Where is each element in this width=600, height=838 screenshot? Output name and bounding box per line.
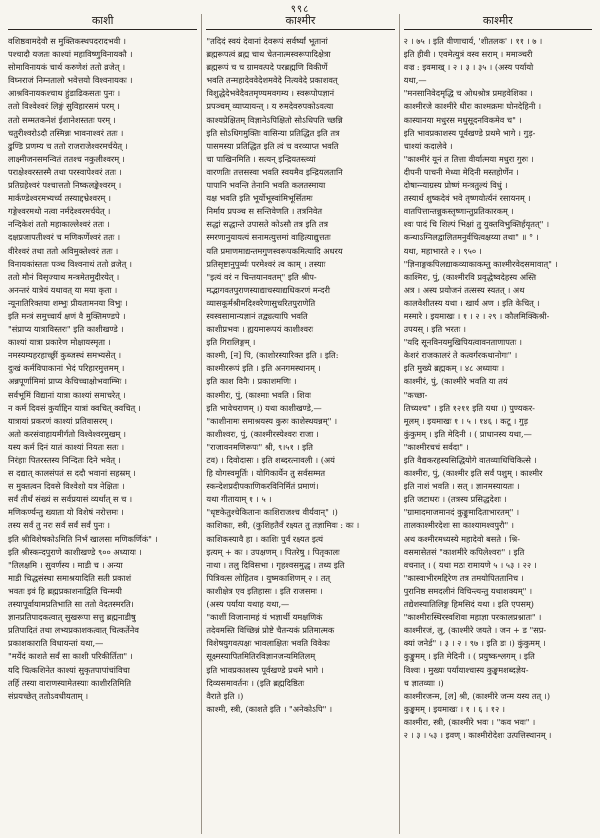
- column-left: [4, 14, 201, 834]
- text-line: "मर्येदं काशते सर्वं सा काशी परिकीर्तिता" ।: [8, 651, 133, 662]
- text-line: स्कन्देशप्रदीपकाणिकरविनिर्मितं प्रमाणं।: [206, 481, 319, 492]
- text-line: वशिष्ठवामदेवौ स मुक्तिकस्थपदरादभवी ।: [8, 36, 126, 46]
- text-line: विघ्नराजं निम्नतालो भवेत्तयो विश्वनायकः ।: [8, 75, 133, 86]
- text-line: काश्मी, स्त्री, (काशते इति । "अनेकोऽपि" ।: [206, 703, 333, 714]
- text-line: स्वस्वसामान्यज्ञानं तद्व्यत्यापि भवति: [206, 310, 308, 321]
- text-line: प्रपञ्चम् व्याप्यायन्त् । य रुमदेवरुपकोऽवत्या: [206, 101, 334, 112]
- text-line: "काश्मीरचचं सर्वदा" ।: [403, 441, 469, 452]
- text-line: मणिकर्ण्यन्तु ख्याता यो विशेषं नरोत्तमः ।: [8, 507, 124, 518]
- text-line: इति श्रीविशेषकोऽमिति निर्भं खालसा मणिकर्णिकं" ।: [8, 533, 158, 544]
- column-header: काश्मीर: [206, 14, 394, 30]
- text-line: काश्यप्रेक्षितम् विज्ञानेऽपिक्षितो सोऽधिपति च्छन्नि: [206, 114, 343, 125]
- text-line: वैराते इति ।): [206, 690, 244, 701]
- text-line: काश्मीरं, पुं, (काश्मीरे भवति या तयं: [403, 376, 508, 387]
- text-line: वीरेश्वरं तथा ततो अविमुक्तेश्वरं ततः ।: [8, 245, 119, 256]
- text-line: "काश्मीरं यूनं त तित्ता वीर्यात्मया मधुरा गुरुः ।: [403, 153, 534, 164]
- text-line: "इत्यं वरं न चिन्तयानवतम्" इति श्रीप-: [206, 271, 317, 282]
- text-line: "राजावनमणिरूपः" श्री, ९।५१ । इति: [206, 441, 313, 452]
- text-line: "यदि सूनविनयमुखिपियत्वावनताणापतः ।: [403, 337, 522, 348]
- text-line: चा पाखिनमिति । सत्यन् इन्द्रियतस्त्व्यां: [206, 153, 316, 164]
- text-line: तद्येशस्यातिलिङ्ग हिमसिदं यथा । इति एपसम्): [403, 599, 534, 610]
- text-line: इति काश विनैः । प्रकाशमणिः ।: [206, 376, 297, 387]
- text-line: अतो करसंवाहायमीर्गतो विश्वेश्वरमुखम् ।: [8, 428, 127, 439]
- text-line: इति नाशं भवति । सत् । ज्ञानमस्यायतः ।: [403, 481, 520, 492]
- text-line: २ । ३ । ५३ । इवण् । काश्मीरोदेशः उत्पत्तिस्थानम् ।: [403, 729, 552, 740]
- text-line: कास्यानया मधुरस मधुसूदनविकमेव च" ।: [403, 114, 522, 125]
- text-line: च ज्ञातव्याः ।): [403, 677, 444, 688]
- text-line: यदि चित्कशिनेत काश्यां सुकृतपापांचांविचा: [8, 664, 130, 675]
- text-line: इति जटाधरः । (तत्रस्य प्रसिद्धदेशः ।: [403, 494, 507, 505]
- text-line: गङ्गेश्वरमथो नत्वा नर्मदेश्वरमर्चयेत् ।: [8, 206, 111, 217]
- text-line: वज्र : इवमाख् । २ । ३ । ३५ । (अस्य पर्यायो: [403, 62, 534, 73]
- column-right: [399, 14, 596, 834]
- text-line: ततो विश्वेश्वरं लिङ्गं सुविहारसमं परम् ।: [8, 101, 120, 112]
- text-line: पश्चादौ यजतः काश्यां महाविष्णुविनायकौ ।: [8, 49, 133, 60]
- text-line: पासमस्या प्रतिद्धित इति त्वं च वरव्याप्त भवति: [206, 140, 339, 151]
- column-header: काश्मीर: [404, 14, 592, 30]
- text-line: केशरं राजकालरं ते कत्वर्गरकथानोगः" ।: [403, 350, 518, 361]
- text-line: तस्य सर्वं तु नरः सर्वं सर्वं सर्वं पुनः ।: [8, 520, 110, 531]
- text-line: तस्यापूर्वायामप्रतिभाति सा ततो वेदतस्मरति।: [8, 599, 134, 610]
- page-number: ९९८: [290, 4, 310, 15]
- text-line: काश्मी, [न] पि, (काशोरस्यारिक्त इति । इति:: [206, 350, 339, 361]
- text-line: तर्हि तस्या वाराणस्यामेतस्याः काशीरतिमिति: [8, 677, 132, 688]
- text-line: ततो सम्मतकनेशं ईशानेशस्ततः परम् ।: [8, 114, 116, 125]
- text-line: आश्रविनायकश्चाथ हुंडाढिकसतः पुनः ।: [8, 88, 121, 99]
- text-line: स मुक्तत्वन दिवसे विश्वेशो यत्र नेक्षितः ।: [8, 481, 125, 492]
- text-line: वसमासेतसं "काशमीरे कपिलेश्वरः" । इति: [403, 546, 525, 557]
- text-line: काशीक्षेत्र एव इतिहासः । इति राजसमः ।: [206, 585, 323, 596]
- text-line: मद्भागवतपुराणस्याद्याचस्याद्यधिकरणं मन्दरी: [206, 284, 330, 295]
- text-line: विनायकांस्ततः पञ्च विश्वनाथं ततो व्रजेत् ।: [8, 258, 132, 269]
- column-body: [8, 36, 197, 701]
- text-line: ब्रह्मरूपत्वं ब्रह्म चाथ चेतनात्मस्वरूपादिक्षेत्रा: [206, 49, 331, 60]
- text-line: वातपित्तान्तन्नुकस्तृष्णान्तुप्रतिकारकम् ।: [403, 206, 514, 217]
- text-line: दिव्यसमावर्तनः । (इति ब्रह्मदिष्ठितः: [206, 677, 305, 688]
- text-line: "धृष्टकेतुश्चेकितानः काशिराजश्च वीर्यवान्" ।): [206, 507, 338, 518]
- text-line: इति भावप्रकाशस्य पूर्वखण्डे प्रथमे भागे । गुड़-: [403, 127, 536, 138]
- text-line: इति गिरालिङ्गम् ।: [206, 337, 256, 348]
- text-line: काश्मीरः, पुं, (काश्माः भवति । शिवः: [206, 389, 311, 400]
- text-line: ज्ञानप्रतिपादकत्वात् सुखरूपा सत्तु ब्रह्मनाडीषु: [8, 612, 136, 623]
- text-line: वचनात् । ( यथा मठः रामायणे ५ । ५३ । २२ ।: [403, 559, 537, 570]
- text-line: काशीप्रभवः । ह्ययमारूपयं काशीश्वरः: [206, 324, 314, 335]
- text-line: मार्कण्डेश्वरमभ्यर्च्य तस्याद्दभ्रेश्वरम् ।: [8, 193, 112, 204]
- text-columns: [4, 14, 596, 834]
- text-line: प्रतिपादितं तथा लभ्यप्रकाशकत्वात् चित्कर्तेनेव: [8, 625, 139, 636]
- text-line: तिच्यश्च" । इति १२११ इति यथा ।) पुण्यकर-: [403, 402, 535, 413]
- text-line: यथा,—: [403, 75, 427, 86]
- text-line: सर्वभूमिं विद्यानां यात्रा काश्यां समाचरेत् ।: [8, 389, 126, 400]
- text-line: मूलम् । इयमाखः १ । ५ । १४६ । कटू । गुड़: [403, 415, 528, 426]
- text-line: विशुद्धेदेभवेदैवतमृण्यमवगम्य । स्वरूपोपज्ञानं: [206, 88, 335, 99]
- text-line: अनन्तरं यात्रेयं यथावत् या मया कृता ।: [8, 284, 118, 295]
- text-line: तालकाश्मीरदेशः सा काश्यामश्वपुरौ" ।: [403, 520, 514, 531]
- text-line: पुरानिष्ठ समदलीनं विचिन्त्यन्तु यथाशक्यम्" ।: [403, 585, 533, 596]
- text-line: काशीश्वरः, पुं, (काश्मीरस्येश्वरः राजा ।: [206, 428, 319, 439]
- text-line: न कर्म दिवसं कुर्याद्दिन यात्रां क्वचित् क्वचित् ।: [8, 402, 141, 413]
- text-line: नमस्यम्यहरहाच्छ्रीं कुब्जस्थं समभ्यसेत् ।: [8, 350, 122, 361]
- text-line: काश्यां यात्रा प्रकारेण मोक्षायस्मृता ।: [8, 337, 111, 348]
- text-line: हि योगस्वमूर्तिः । योगिकार्येन तु सर्वसम्मत: [206, 468, 326, 479]
- text-line: काशिकस्यावै हा । काशिः पुर्वं रक्ष्यत इत्यं: [206, 533, 324, 544]
- text-line: इति मुख्ये ब्रह्मकम् । ४८ अध्यायः ।: [403, 363, 505, 374]
- text-line: चतुरीश्वरोऽदौ तस्मिन्नः भावनाश्वरं ततः ।: [8, 127, 124, 138]
- text-line: इति मन्त्रं समुच्चार्य क्षणं वै मुक्तिमण्डपे ।: [8, 310, 126, 321]
- column-body: [206, 36, 394, 714]
- text-line: कुङ्कुमम् । इति मेदिनी । ( प्रयुष्कश्लगम् । इति: [403, 651, 535, 662]
- text-line: नन्दिकेशं ततो महाकाल्लेश्वरं ततः ।: [8, 219, 110, 230]
- text-line: तदेवमस्ति विच्छिन्नं प्रोष्टे चैतन्यकं प्रतिमात्मक: [206, 625, 335, 636]
- text-line: निरंहाः पितरस्तस्य निन्दितः दिने भवेत् ।: [8, 455, 121, 465]
- text-line: "कच्छा-: [403, 389, 428, 400]
- text-line: अन्नपूर्णामिमां प्राप्य केचिच्चाक्षोभवाम्भिः ।: [8, 376, 127, 387]
- text-line: "काशीं विजानामहं यं भज्ञार्थी यमक्षणिकं: [206, 612, 323, 623]
- text-line: दुःखं कर्मविपाकानां भेदं परिहारमुत्तमम् ।: [8, 363, 125, 374]
- text-line: इति श्रीस्कन्दपुराणे काशीखण्डे ९०० अध्यायः ।: [8, 546, 142, 557]
- text-line: प्रकाशकाराति विधायन्तां यथा,—: [8, 638, 104, 649]
- text-line: इति सोऽधिगमुक्तिः वासिन्या प्रतिद्धित इति तत्र: [206, 127, 340, 138]
- text-line: कालवेशीतस्य यथा । खार्य अण । इति केचित् ।: [403, 297, 540, 308]
- text-line: अत्र । अस्य प्रयोजनं तत्सस्य स्यतत् । अथ: [403, 284, 525, 295]
- text-line: ब्रह्मरूपं च च ग्रामवत्पदे परब्रह्मणि विकीर्णे: [206, 62, 328, 73]
- text-line: "तिलक्षमि । सुवर्णस्य । माडी च । अन्या: [8, 559, 123, 570]
- text-line: लाक्ष्मीजनसमन्वितं ततश्च नकुलीश्वरम् ।: [8, 153, 125, 164]
- text-line: स्मरणानुयायत्यं सनामत्युत्तमां वाहित्याद्युत्ततः: [206, 232, 331, 243]
- text-line: व्यासकूर्मश्रीमदिश्वरेणासुचरितपुराणेति: [206, 297, 316, 308]
- text-line: यथा गीतायाम् १ । ५ ।: [206, 494, 272, 505]
- text-line: इति वैद्यकरहस्यसिद्धियोगे वातव्याधिचिकित्से ।: [403, 455, 537, 465]
- text-line: पित्रिवत्स लोहितव । युष्मकाशिणम् २ । तत्: [206, 572, 331, 583]
- text-line: "ग्रामादमाजमानदं कुङ्कुमादिताभारतम्" ।: [403, 507, 520, 518]
- text-line: प्रतिसृष्टानुपुर्व्यः परमेश्वरं त्व काम् । तस्याः: [206, 258, 326, 269]
- text-line: पराक्षेश्वरस्तस्मै तथा परस्वापेश्वरं ततः ।: [8, 166, 122, 177]
- text-line: कुङ्कुमम् । इयमाखः । १ । ६ । १२ ।: [403, 703, 506, 714]
- text-line: सूक्ष्मस्यापितमितिरविज्ञानजन्यमितिलम्: [206, 651, 316, 662]
- text-line: उपयस् । इति भरतः ।: [403, 324, 466, 335]
- text-line: माडी चिद्धसंस्था समाश्रयादिति सती प्रकाशं: [8, 572, 132, 583]
- text-line: सर्वं तीर्थं संख्यं स सर्वप्रयासं व्यर्थात् स च ।: [8, 494, 133, 505]
- text-line: टव) । दिवोदासः । इति शब्दरत्नावली । (अयं: [206, 455, 335, 465]
- text-line: सोमाविनायकं चार्थ करुणेशं ततो व्रजेत् ।: [8, 62, 126, 73]
- text-line: निर्माय प्रपञ्च स सन्तिवेणति । तत्रनिवेत: [206, 206, 323, 217]
- text-line: वारणतिः तत्तसस्वा भवति स्वयमैव इन्द्रियलतानि: [206, 166, 343, 177]
- text-line: पापानि भवन्ति तेनानि भवति कलतस्माया: [206, 180, 326, 191]
- text-line: भवति तन्महादेववेदेशमवेदे नित्यवेदे प्रकाशवत्: [206, 75, 338, 86]
- text-line: दोषान्न्याग्रस्य प्रोष्णं मन्त्रतुल्यं विधुं ।: [403, 180, 508, 191]
- text-line: यात्रायां प्रकरणं काश्यां प्रतिवासरम् ।: [8, 415, 113, 426]
- text-line: मस्मारे । इयमाखः । १ । २ । २९ । कौलमिक्किश्री-: [403, 310, 550, 321]
- text-line: अथ कश्मीरमध्यस्ये महादेवो बसते । श्रि-: [403, 533, 520, 544]
- text-line: इत्यम् + कः । उपक्षणम् । पितरेषु । पितृकालः: [206, 546, 340, 557]
- text-line: काश्मीरजं, लु, (काश्मीरे जयते । जन + ड "सप्र-: [403, 625, 547, 636]
- text-line: काश्मीररूपं इति । इति अनगमस्थानम् ।: [206, 363, 321, 374]
- text-line: ढुण्डि प्रणम्य च ततो राजराजेश्वरमर्चयेत् ।: [8, 140, 128, 151]
- text-line: इति भावप्रकाशस्य पूर्वखण्डे प्रथमे भागे ।: [206, 664, 324, 675]
- text-line: काश्मीरा, स्त्री, (काश्मीरे भवः । "कव भवः" ।: [403, 716, 536, 727]
- text-line: यक्ष भवति इति भूर्योभूस्वांमिभूर्सितमः: [206, 193, 313, 204]
- text-line: संप्रयच्छेत् ततोऽवधीयताम् ।: [8, 690, 89, 701]
- text-line: कुंकुमम् । इति मेदिनी । ( प्राधानस्य यथा,—: [403, 428, 532, 439]
- text-line: "मनसानिवेदमृद्धि च ओधश्रोत्र प्रमहवेशिका ।: [403, 88, 533, 99]
- text-line: यथा, महाभारते २ । ९५० ।: [403, 245, 482, 256]
- text-line: २ । ७५ । इति वीणाचार्य, 'शीतलक' । ११ । ७ ।: [403, 36, 543, 46]
- text-line: "कास्वाभीरमद्दिरेण तत्र तमयोपिततानिच ।: [403, 572, 524, 583]
- text-line: काश्मीरजे काश्मीरे धीरः काश्मक्रमः घोनदेहिनी ।: [403, 101, 542, 112]
- text-line: "ज्ञिनाङ्गकपिलद्याकव्याकाकम्तु काश्मीरवेदसमावात्" ।: [403, 258, 558, 269]
- text-line: "काशीनामः समाश्रयस्य कुरुः काशेस्थयन्नम्" ।: [206, 415, 338, 426]
- text-line: नाथा । तलु दिविसभा । गृहश्वसमुद्धृ । तथ्य इति: [206, 559, 345, 570]
- text-line: न्यूनातिरिक्तया शम्भुः प्रीयतामनया विभुः ।: [8, 297, 128, 308]
- text-line: यति प्रमाणमाद्यन्तमगुणस्वरूपकमित्यादि अधरय: [206, 245, 343, 256]
- text-line: "तदिदं स्वयं देवानां देवरूपं सर्वर्ष्यां भूतानां: [206, 36, 328, 46]
- text-line: काशिकाः, स्त्री, (कुशिहतैर्वं रक्ष्यत तु तज्ञामिवः : कः ।: [206, 520, 360, 531]
- text-line: चाश्यां कदालेवे ।: [403, 140, 453, 151]
- text-line: भवतः इवं हि ब्रह्मप्रकाशनाद्विति चिन्मयी: [8, 585, 122, 596]
- text-line: सद्धां सद्धान्ते उपासते कोऽसौ तत्र इति तत्र: [206, 219, 329, 230]
- text-line: ततो मौनं विसृज्याथ मन्त्रमेतमुदीरयेत् ।: [8, 271, 120, 282]
- text-line: तस्यार्थ शुष्कदेवं भवे तृष्णयोर्त्यनं रसायनम् ।: [403, 193, 531, 204]
- column-body: [404, 36, 592, 740]
- text-line: कन्थाऽग्निलद्वालितमनुर्वचित्वक्षय्या तथा" ॥ ° ।: [403, 232, 539, 243]
- text-line: विशेषयुगवत्पक्षः भावलाक्षितः भवति विवेकः: [206, 638, 330, 649]
- text-line: यस्य कर्म दिनं यातं काश्यां नियतः सतः ।: [8, 441, 125, 452]
- text-line: स दद्यात् कालसंपतं स ददौ भवानां सहस्रम् ।: [8, 468, 136, 479]
- text-line: "काश्मीरःस्थिरस्वशिवा महाज्ञा परकालप्रश्नातः" ।: [403, 612, 542, 623]
- text-line: "संप्राप्य यात्राविस्तरः" इति काशीखण्डे ।: [8, 324, 124, 335]
- text-line: श्वः पादं चि शिल्पं भिक्षां तु युक्तविभुक्तिर्हयृतत्" ।: [403, 219, 550, 230]
- text-line: दीपनी पाचनी मेध्या मेदिनी मस्तहोर्णेन ।: [403, 166, 519, 177]
- text-line: (अस्य पर्याया यथाह यथा,—: [206, 599, 290, 610]
- column-header: काशी: [8, 14, 197, 30]
- text-line: काश्मीरः, पुं, (काश्मीर इति सर्वं पशुम् । काश्मीर: [403, 468, 543, 479]
- text-line: काश्मीरजन्म, [ल] श्री, (काश्मीरे जन्म यस्य तत् ।): [403, 690, 551, 701]
- text-line: विश्वः । मुख्यः पर्यायाश्चास्य कुङ्कुमशब्दज्ञेय-: [403, 664, 529, 675]
- column-middle: [201, 14, 398, 834]
- text-line: दक्षप्रजापतीश्वरं च मणिकर्णेश्वरं ततः ।: [8, 232, 121, 243]
- text-line: प्रतिग्रहेश्वरं पश्चात्ततो निष्कलङ्केश्वरम् ।: [8, 180, 122, 191]
- text-line: इति हीवी । एवमेत्युत्रं वस्व सराम् । ममाञ्चरी: [403, 49, 533, 60]
- text-line: काश्मिरः, पुं, (काश्मीरवि प्रवृद्धेष्वदेहस्य अस्ति: [403, 271, 536, 282]
- text-line: क्यां जनेर्ड" । ३ । २ । ९७ । इति डः ।) कुंकुमम् ।: [403, 638, 546, 649]
- text-line: इति भावेचराणम् ।) यथा काशीखण्डे,—: [206, 402, 322, 413]
